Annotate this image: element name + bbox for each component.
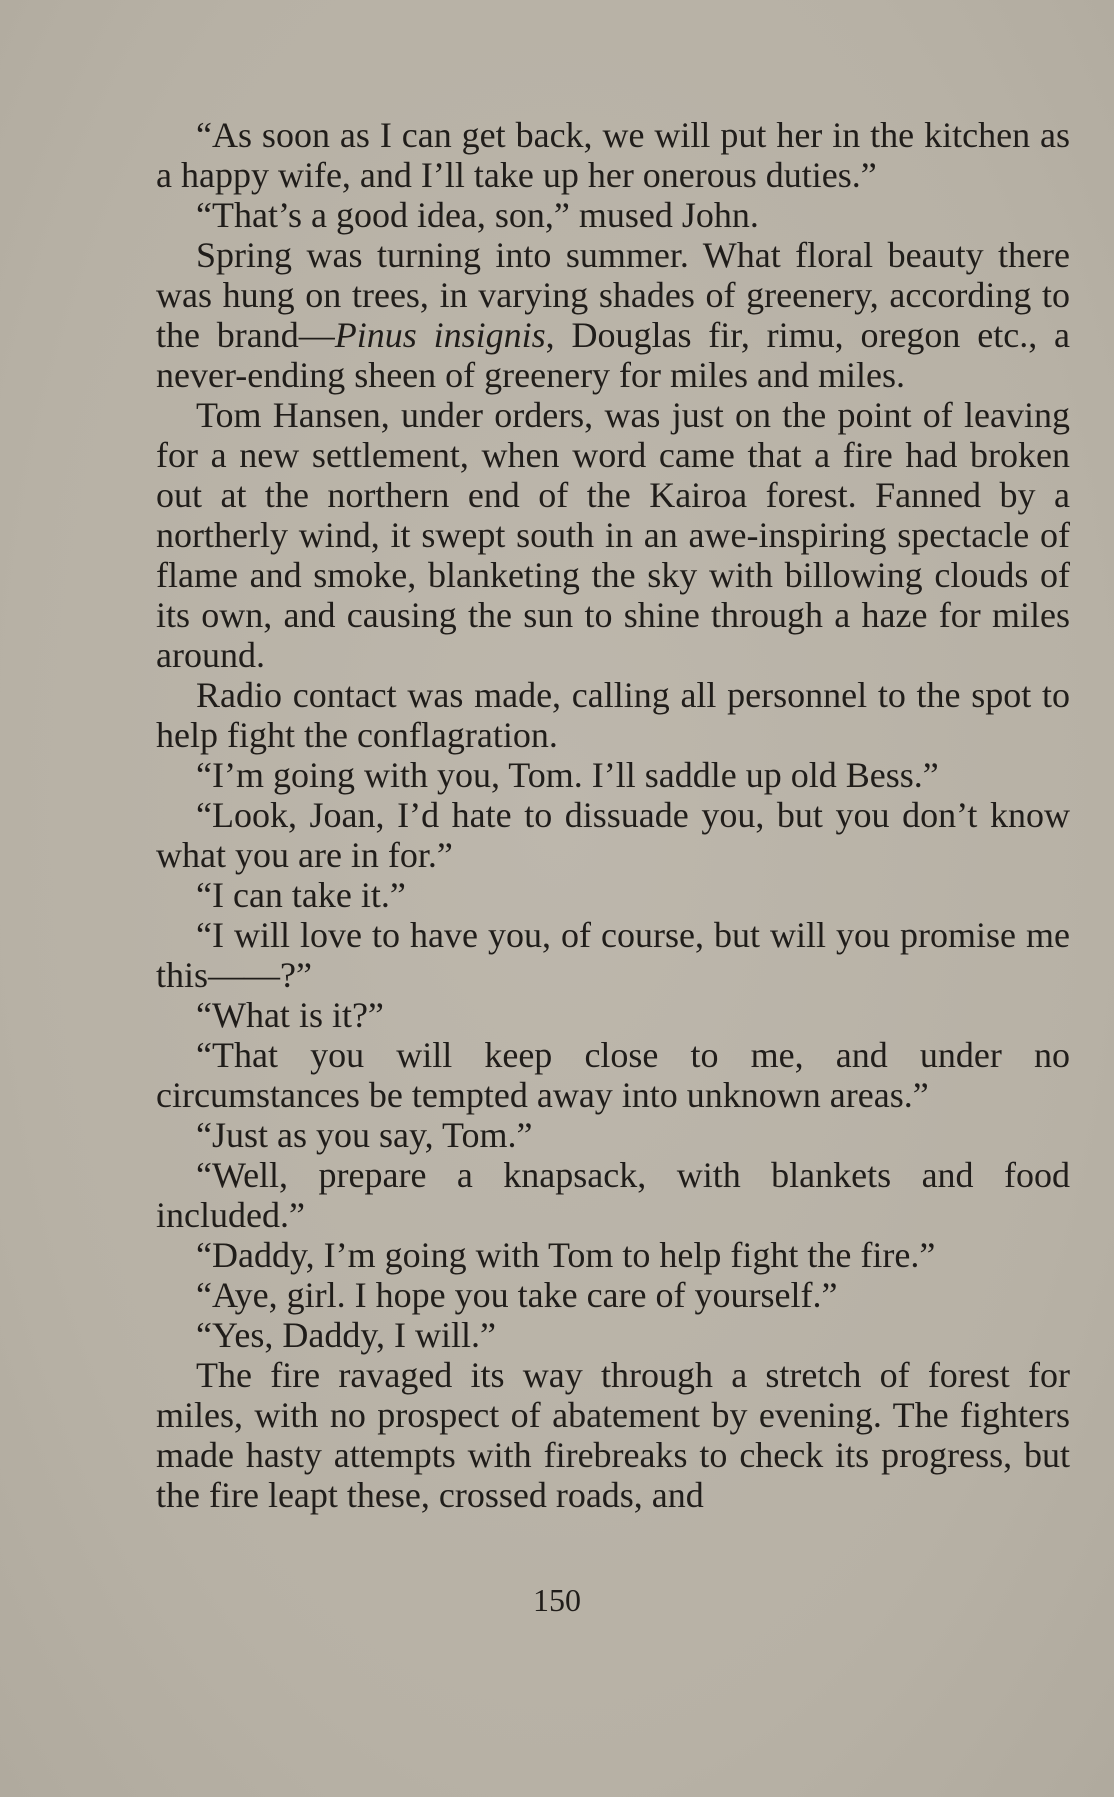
paragraph-text: “That you will keep close to me, and under no circumstances be tempted away into unknown areas.” — [156, 1035, 1070, 1115]
paragraph — [156, 235, 1070, 395]
paragraph — [156, 675, 1070, 755]
paragraph — [156, 1315, 1070, 1355]
paragraph — [156, 795, 1070, 875]
paragraph-text: Spring was turning into summer. What floral beauty there was hung on trees, in varying shades of greenery, according to the brand— — [156, 235, 1070, 355]
paragraph-text: “Look, Joan, I’d hate to dissuade you, but you don’t know what you are in for.” — [156, 795, 1070, 875]
paragraph-text: Tom Hansen, under orders, was just on the point of leaving for a new settlement, when word came that a fire had broken out at the northern end of the Kairoa forest. Fanned by a northerly wind, it swept south in an awe-inspiring spectacle of flame and smoke, blanketing the sky with billowing clouds of its own, and causing the sun to shine through a haze for miles around. — [156, 395, 1070, 675]
paragraph — [156, 395, 1070, 675]
paragraph — [156, 195, 1070, 235]
paragraph — [156, 995, 1070, 1035]
paragraph-text: “That’s a good idea, son,” mused John. — [196, 195, 759, 235]
paragraph — [156, 755, 1070, 795]
paragraph-text: Radio contact was made, calling all personnel to the spot to help fight the conflagration. — [156, 675, 1070, 755]
paragraph-text: “Yes, Daddy, I will.” — [196, 1315, 496, 1355]
paragraph — [156, 1155, 1070, 1235]
paragraph-text: “Daddy, I’m going with Tom to help fight the fire.” — [196, 1235, 936, 1275]
paragraph — [156, 115, 1070, 195]
paragraph — [156, 1235, 1070, 1275]
paragraph-text: “I’m going with you, Tom. I’ll saddle up old Bess.” — [196, 755, 939, 795]
paragraph-text: “I can take it.” — [196, 875, 406, 915]
paragraph-text: “I will love to have you, of course, but will you promise me this——?” — [156, 915, 1070, 995]
paragraph-text: “As soon as I can get back, we will put her in the kitchen as a happy wife, and I’ll take up her onerous duties.” — [156, 115, 1070, 195]
paragraph-text: “Well, prepare a knapsack, with blankets and food included.” — [156, 1155, 1070, 1235]
paragraph-text: , Douglas fir, rimu, oregon etc., a never-ending sheen of greenery for miles and miles. — [156, 315, 1071, 395]
page-number: 150 — [533, 1582, 581, 1618]
paragraph — [156, 915, 1070, 995]
paragraph — [156, 1275, 1070, 1315]
paragraph-text: “Aye, girl. I hope you take care of yourself.” — [196, 1275, 838, 1315]
paragraph — [156, 1355, 1070, 1515]
body-text — [156, 115, 1070, 1515]
paragraph-text: “Just as you say, Tom.” — [196, 1115, 533, 1155]
italic-species-name: Pinus insignis — [334, 315, 546, 355]
paragraph — [156, 875, 1070, 915]
paragraph — [156, 1035, 1070, 1115]
paragraph — [156, 1115, 1070, 1155]
paragraph-text: The fire ravaged its way through a stretch of forest for miles, with no prospect of abatement by evening. The fighters made hasty attempts with firebreaks to check its progress, but the fire leapt these, crossed roads, and — [156, 1355, 1070, 1515]
paragraph-text: “What is it?” — [196, 995, 384, 1035]
